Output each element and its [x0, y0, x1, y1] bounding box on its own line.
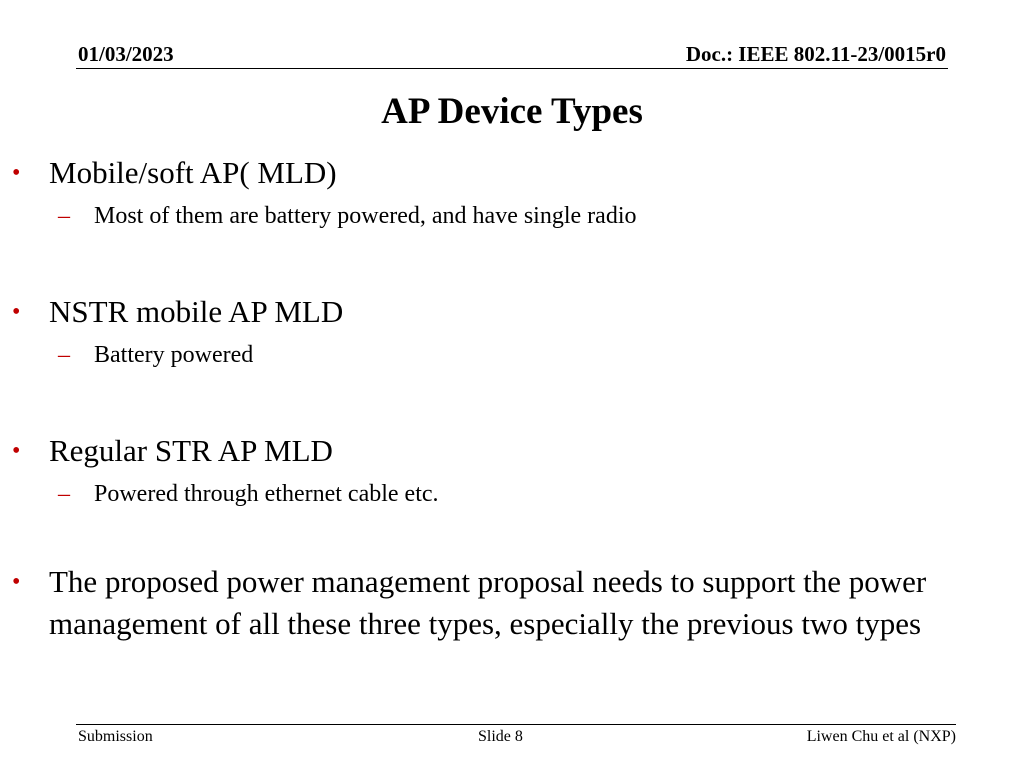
bullet-marker: • — [12, 438, 21, 464]
sub-bullet-marker: – — [58, 342, 70, 368]
sub-bullet-marker: – — [58, 203, 70, 229]
sub-bullet-text: Powered through ethernet cable etc. — [94, 481, 439, 507]
header-divider — [76, 68, 948, 69]
bullet-text: Regular STR AP MLD — [49, 433, 333, 468]
bullet-marker: • — [12, 160, 21, 186]
sub-bullet-text: Battery powered — [94, 342, 254, 368]
footer-slide-number: Slide 8 — [478, 728, 523, 745]
bullet-marker: • — [12, 299, 21, 325]
bullet-text: Mobile/soft AP( MLD) — [49, 155, 337, 190]
bullet-text: NSTR mobile AP MLD — [49, 294, 344, 329]
sub-bullet-marker: – — [58, 481, 70, 507]
header-date: 01/03/2023 — [78, 42, 174, 66]
sub-bullet-text: Most of them are battery powered, and have single radio — [94, 203, 637, 229]
footer-submission: Submission — [78, 728, 153, 745]
slide-title: AP Device Types — [381, 91, 643, 132]
header-doc-id: Doc.: IEEE 802.11-23/0015r0 — [685, 42, 946, 66]
bullet-marker: • — [12, 569, 21, 595]
footer-author: Liwen Chu et al (NXP) — [806, 728, 956, 745]
bullet-text: The proposed power management proposal needs to support the power management of all these three types, especially the previous two types — [49, 564, 927, 641]
footer-divider — [76, 724, 956, 725]
